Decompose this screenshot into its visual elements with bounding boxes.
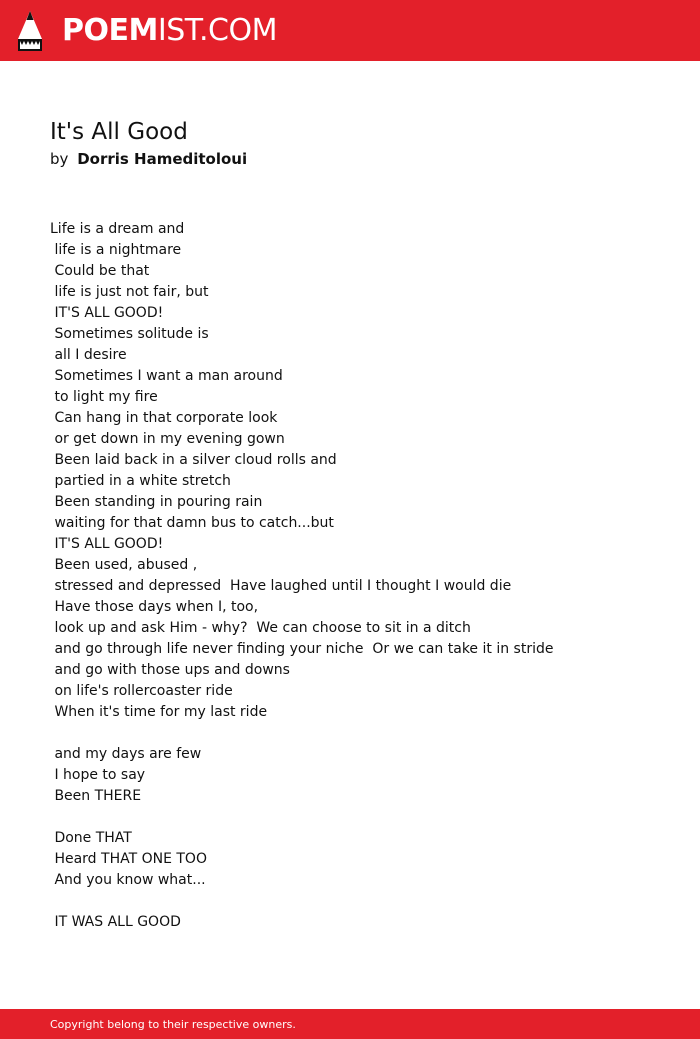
brand-bold-text: POEM — [62, 13, 158, 48]
author-name: Dorris Hameditoloui — [77, 150, 248, 168]
brand-light-text: IST.COM — [157, 13, 277, 48]
pencil-tip-icon — [18, 11, 42, 51]
site-footer — [0, 1009, 700, 1039]
poem-title: It's All Good — [50, 119, 188, 145]
poem-body: Life is a dream and life is a nightmare Could be that life is just not fair, but IT'S ALL GOOD! Sometimes solitude is all I desire Sometimes I want a man around to light my fire Can hang in that corporate look or get down in my evening gown Been laid back in a silver cloud rolls and partied in a white stretch Been standing in pouring rain waiting for that damn bus to catch...but IT'S ALL GOOD! Been used, abused , stressed and depressed Have laughed until I thought I would die Have those days when I, too, look up and ask Him - why? We can choose to sit in a ditch and go through life never finding your niche Or we can take it in stride and go with those ups and downs on life's rollercoaster ride When it's time for my last ride and my days are few I hope to say Been THERE Done THAT Heard THAT ONE TOO And you know what... IT WAS ALL GOOD — [50, 221, 554, 930]
site-logo[interactable] — [62, 11, 277, 51]
site-header — [0, 0, 700, 61]
by-label: by — [50, 150, 69, 168]
copyright-text: Copyright belong to their respective owners. — [50, 1018, 296, 1031]
byline — [50, 149, 247, 169]
